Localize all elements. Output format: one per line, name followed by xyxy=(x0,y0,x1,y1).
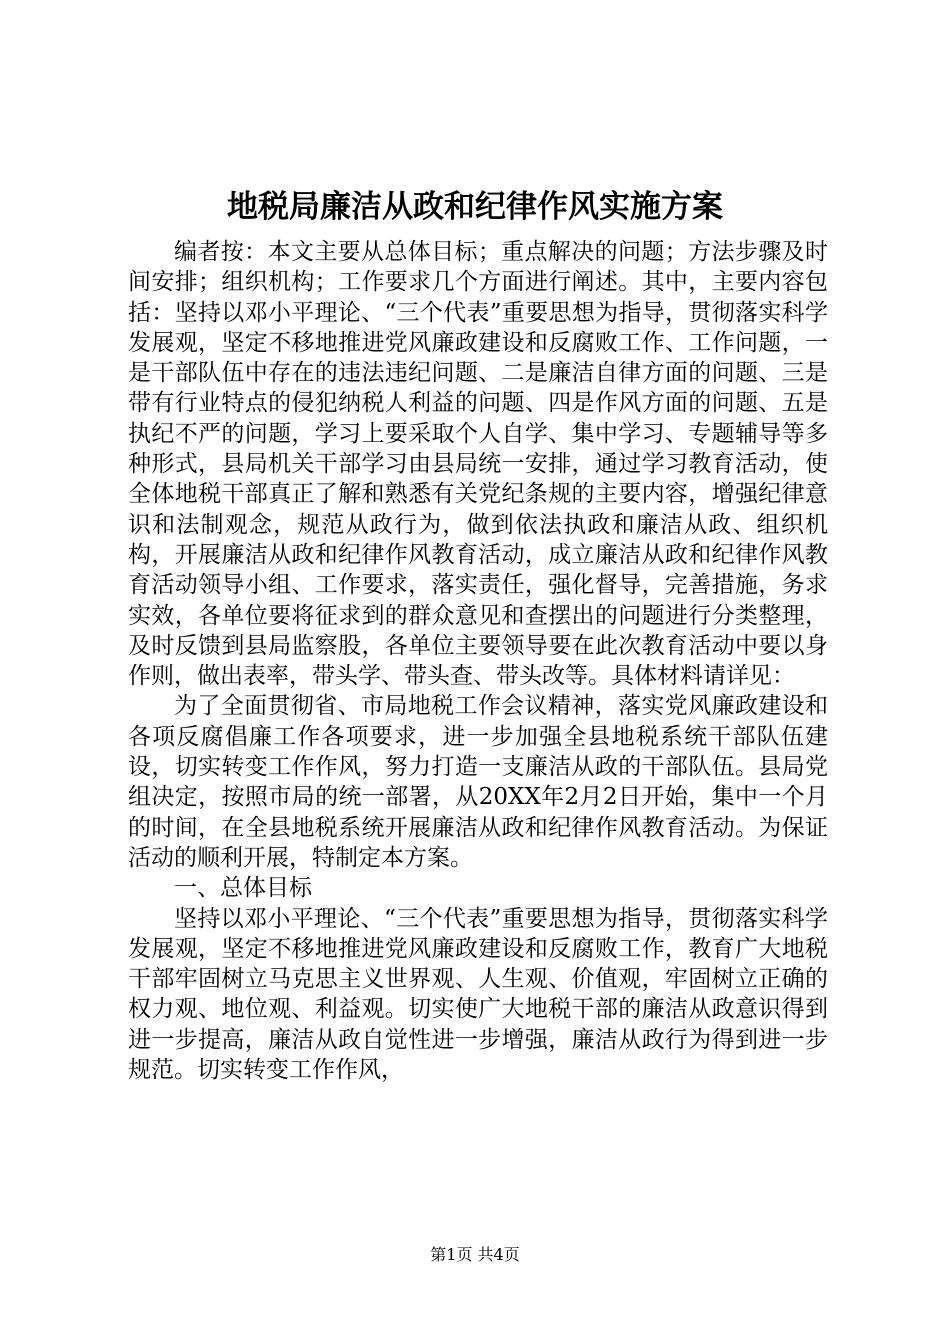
document-body xyxy=(128,237,828,1085)
section-paragraph: 坚持以邓小平理论、“三个代表”重要思想为指导，贯彻落实科学发展观，坚定不移地推进党风廉政建设和反腐败工作，教育广大地税干部牢固树立马克思主义世界观、人生观、价值观，牢固树立正确的权力观、地位观、利益观。切实使广大地税干部的廉洁从政意识得到进一步提高，廉洁从政自觉性进一步增强，廉洁从政行为得到进一步规范。切实转变工作作风， xyxy=(128,905,828,1084)
editor-note-paragraph: 编者按：本文主要从总体目标；重点解决的问题；方法步骤及时间安排；组织机构；工作要求几个方面进行阐述。其中，主要内容包括：坚持以邓小平理论、“三个代表”重要思想为指导，贯彻落实科学发展观，坚定不移地推进党风廉政建设和反腐败工作、工作问题，一是干部队伍中存在的违法违纪问题、二是廉洁自律方面的问题、三是带有行业特点的侵犯纳税人利益的问题、四是作风方面的问题、五是执纪不严的问题，学习上要采取个人自学、集中学习、专题辅导等多种形式，县局机关干部学习由县局统一安排，通过学习教育活动，使全体地税干部真正了解和熟悉有关党纪条规的主要内容，增强纪律意识和法制观念，规范从政行为，做到依法执政和廉洁从政、组织机构，开展廉洁从政和纪律作风教育活动，成立廉洁从政和纪律作风教育活动领导小组、工作要求，落实责任，强化督导，完善措施，务求实效，各单位要将征求到的群众意见和查摆出的问题进行分类整理，及时反馈到县局监察股，各单位主要领导要在此次教育活动中要以身作则，做出表率，带头学、带头查、带头改等。具体材料请详见： xyxy=(128,239,828,690)
section-heading: 一、总体目标 xyxy=(174,875,312,902)
intro-paragraph: 为了全面贯彻省、市局地税工作会议精神，落实党风廉政建设和各项反腐倡廉工作各项要求，进一步加强全县地税系统干部队伍建设，切实转变工作作风，努力打造一支廉洁从政的干部队伍。县局党组决定，按照市局的统一部署，从20XX年2月2日开始，集中一个月的时间，在全县地税系统开展廉洁从政和纪律作风教育活动。为保证活动的顺利开展，特制定本方案。 xyxy=(128,693,828,871)
document-title: 地税局廉洁从政和纪律作风实施方案 xyxy=(227,189,723,225)
page-footer: 第1页 共4页 xyxy=(430,1245,520,1264)
